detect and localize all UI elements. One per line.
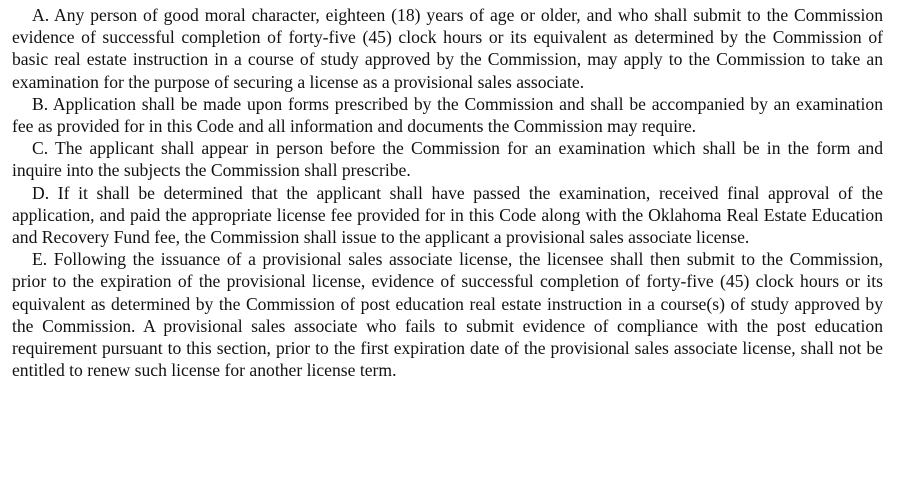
paragraph-b: B. Application shall be made upon forms prescribed by the Commission and shall be accompanied by an examination fee as provided for in this Code and all information and documents the Commission may require. bbox=[12, 93, 883, 137]
paragraph-c: C. The applicant shall appear in person before the Commission for an examination which shall be in the form and inquire into the subjects the Commission shall prescribe. bbox=[12, 138, 883, 181]
paragraph-d: D. If it shall be determined that the applicant shall have passed the examination, received final approval of the application, and paid the appropriate license fee provided for in this Code along with the Oklahoma Real Estate Education and Recovery Fund fee, the Commission shall issue to the applicant a provisional sales associate license. bbox=[12, 182, 883, 248]
paragraph-e: E. Following the issuance of a provisional sales associate license, the licensee shall then submit to the Commission, prior to the expiration of the provisional license, evidence of successful completion of forty-five (45) clock hours or its equivalent as determined by the Commission of post education real estate instruction in a course(s) of study approved by the Commission. A provisional sales associate who fails to submit evidence of compliance with the post education requirement pursuant to this section, prior to the first expiration date of the provisional sales associate license, shall not be entitled to renew such license for another license term. bbox=[12, 249, 883, 381]
paragraph-a: A. Any person of good moral character, eighteen (18) years of age or older, and who shall submit to the Commission evidence of successful completion of forty-five (45) clock hours or its equivalent as determined by the Commission of basic real estate instruction in a course of study approved by the Commission, may apply to the Commission to take an examination for the purpose of securing a license as a provisional sales associate. bbox=[12, 5, 883, 92]
